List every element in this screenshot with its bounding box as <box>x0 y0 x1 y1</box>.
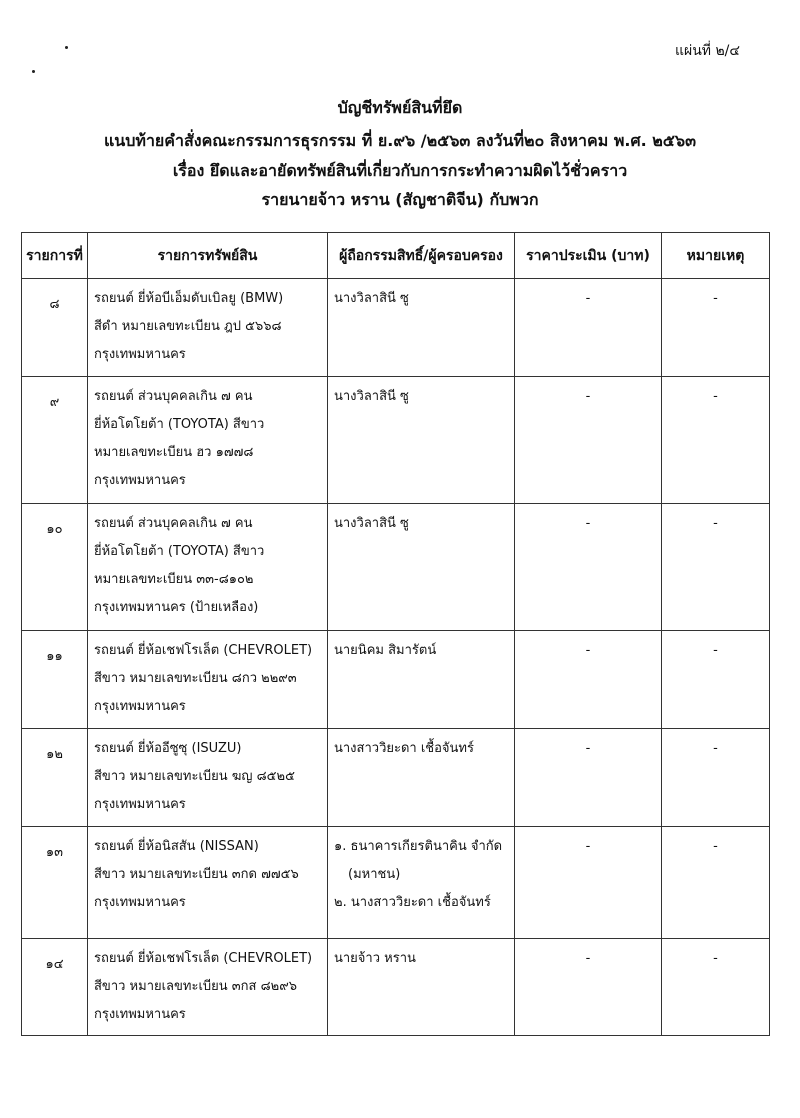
asset-line: สีดำ หมายเลขทะเบียน ฎป ๕๖๖๘ <box>94 319 282 334</box>
asset-line: กรุงเทพมหานคร <box>94 699 186 714</box>
remarks: - <box>662 279 770 377</box>
order-reference: แนบท้ายคำสั่งคณะกรรมการธุรกรรม ที่ ย.๙๖ /๒๕๖๓ ลงวันที่๒๐ สิงหาคม พ.ศ. ๒๕๖๓ <box>103 131 696 150</box>
item-number: ๘ <box>22 279 88 377</box>
asset-line: กรุงเทพมหานคร <box>94 1007 186 1022</box>
asset-description <box>88 827 328 939</box>
asset-line: กรุงเทพมหานคร <box>94 473 186 488</box>
item-number: ๑๓ <box>22 827 88 939</box>
owner-line: ๒. นางสาววิยะดา เชื้อจันทร์ <box>334 895 491 910</box>
remarks: - <box>662 939 770 1036</box>
asset-line: รถยนต์ ส่วนบุคคลเกิน ๗ คน <box>94 389 253 404</box>
remarks: - <box>662 504 770 631</box>
appraised-price: - <box>515 827 662 939</box>
appraised-price: - <box>515 504 662 631</box>
remarks: - <box>662 631 770 729</box>
scan-dot <box>65 46 68 49</box>
remarks: - <box>662 377 770 504</box>
asset-line: กรุงเทพมหานคร (ป้ายเหลือง) <box>94 600 259 615</box>
owner <box>328 279 515 377</box>
item-number: ๑๔ <box>22 939 88 1036</box>
document-title: บัญชีทรัพย์สินที่ยึด <box>337 98 463 117</box>
table-row <box>22 377 770 504</box>
asset-line: รถยนต์ ยี่ห้ออีซูซุ (ISUZU) <box>94 741 242 756</box>
column-header: รายการที่ <box>22 233 88 279</box>
asset-line: รถยนต์ ยี่ห้อเชฟโรเล็ต (CHEVROLET) <box>94 643 313 658</box>
owner-line: นางสาววิยะดา เชื้อจันทร์ <box>334 741 474 756</box>
asset-description <box>88 729 328 827</box>
table-row <box>22 504 770 631</box>
asset-description <box>88 939 328 1036</box>
asset-line: ยี่ห้อโตโยต้า (TOYOTA) สีขาว <box>94 417 265 432</box>
column-header: ผู้ถือกรรมสิทธิ์/ผู้ครอบครอง <box>328 233 515 279</box>
sheet-number: แผ่นที่ ๒/๔ <box>674 43 740 59</box>
asset-description <box>88 279 328 377</box>
item-number: ๑๑ <box>22 631 88 729</box>
scan-dot <box>32 70 35 73</box>
owner <box>328 377 515 504</box>
table-row <box>22 939 770 1036</box>
asset-line: สีขาว หมายเลขทะเบียน ฆญ ๘๕๒๕ <box>94 769 295 784</box>
asset-line: กรุงเทพมหานคร <box>94 895 186 910</box>
owner-line: ๑. ธนาคารเกียรตินาคิน จำกัด <box>334 839 503 854</box>
owner-line: นางวิลาสินี ซู <box>334 389 409 404</box>
column-header: ราคาประเมิน (บาท) <box>515 233 662 279</box>
subject-line: เรื่อง ยึดและอายัดทรัพย์สินที่เกี่ยวกับการกระทำความผิดไว้ชั่วคราว <box>172 161 628 180</box>
owner <box>328 939 515 1036</box>
owner <box>328 827 515 939</box>
asset-line: รถยนต์ ยี่ห้อบีเอ็มดับเบิลยู (BMW) <box>94 291 284 306</box>
asset-description <box>88 377 328 504</box>
case-name: รายนายจ้าว หราน (สัญชาติจีน) กับพวก <box>261 190 539 209</box>
asset-table <box>21 232 770 1036</box>
table-header-row <box>22 233 770 279</box>
asset-line: รถยนต์ ส่วนบุคคลเกิน ๗ คน <box>94 516 253 531</box>
owner <box>328 631 515 729</box>
table-row <box>22 729 770 827</box>
asset-description <box>88 631 328 729</box>
asset-line: หมายเลขทะเบียน ฮว ๑๗๗๘ <box>94 445 254 460</box>
item-number: ๑๐ <box>22 504 88 631</box>
owner-line: นายนิคม สิมารัตน์ <box>334 643 437 658</box>
asset-line: รถยนต์ ยี่ห้อนิสสัน (NISSAN) <box>94 839 259 854</box>
owner-line: นางวิลาสินี ซู <box>334 291 409 306</box>
asset-description <box>88 504 328 631</box>
column-header: รายการทรัพย์สิน <box>88 233 328 279</box>
asset-line: กรุงเทพมหานคร <box>94 347 186 362</box>
asset-line: สีขาว หมายเลขทะเบียน ๓กส ๘๒๙๖ <box>94 979 297 994</box>
appraised-price: - <box>515 939 662 1036</box>
column-header: หมายเหตุ <box>662 233 770 279</box>
table-row <box>22 827 770 939</box>
owner-line: นางวิลาสินี ซู <box>334 516 409 531</box>
appraised-price: - <box>515 279 662 377</box>
asset-line: ยี่ห้อโตโยต้า (TOYOTA) สีขาว <box>94 544 265 559</box>
remarks: - <box>662 729 770 827</box>
item-number: ๙ <box>22 377 88 504</box>
asset-line: สีขาว หมายเลขทะเบียน ๓กด ๗๗๕๖ <box>94 867 299 882</box>
asset-line: สีขาว หมายเลขทะเบียน ๘กว ๒๒๙๓ <box>94 671 297 686</box>
asset-line: หมายเลขทะเบียน ๓๓-๘๑๐๒ <box>94 572 254 587</box>
asset-line: กรุงเทพมหานคร <box>94 797 186 812</box>
owner-line: นายจ้าว หราน <box>334 951 416 966</box>
table-row <box>22 631 770 729</box>
owner <box>328 504 515 631</box>
appraised-price: - <box>515 631 662 729</box>
item-number: ๑๒ <box>22 729 88 827</box>
owner <box>328 729 515 827</box>
asset-line: รถยนต์ ยี่ห้อเชฟโรเล็ต (CHEVROLET) <box>94 951 313 966</box>
table-row <box>22 279 770 377</box>
appraised-price: - <box>515 377 662 504</box>
remarks: - <box>662 827 770 939</box>
owner-line: (มหาชน) <box>348 867 401 882</box>
appraised-price: - <box>515 729 662 827</box>
